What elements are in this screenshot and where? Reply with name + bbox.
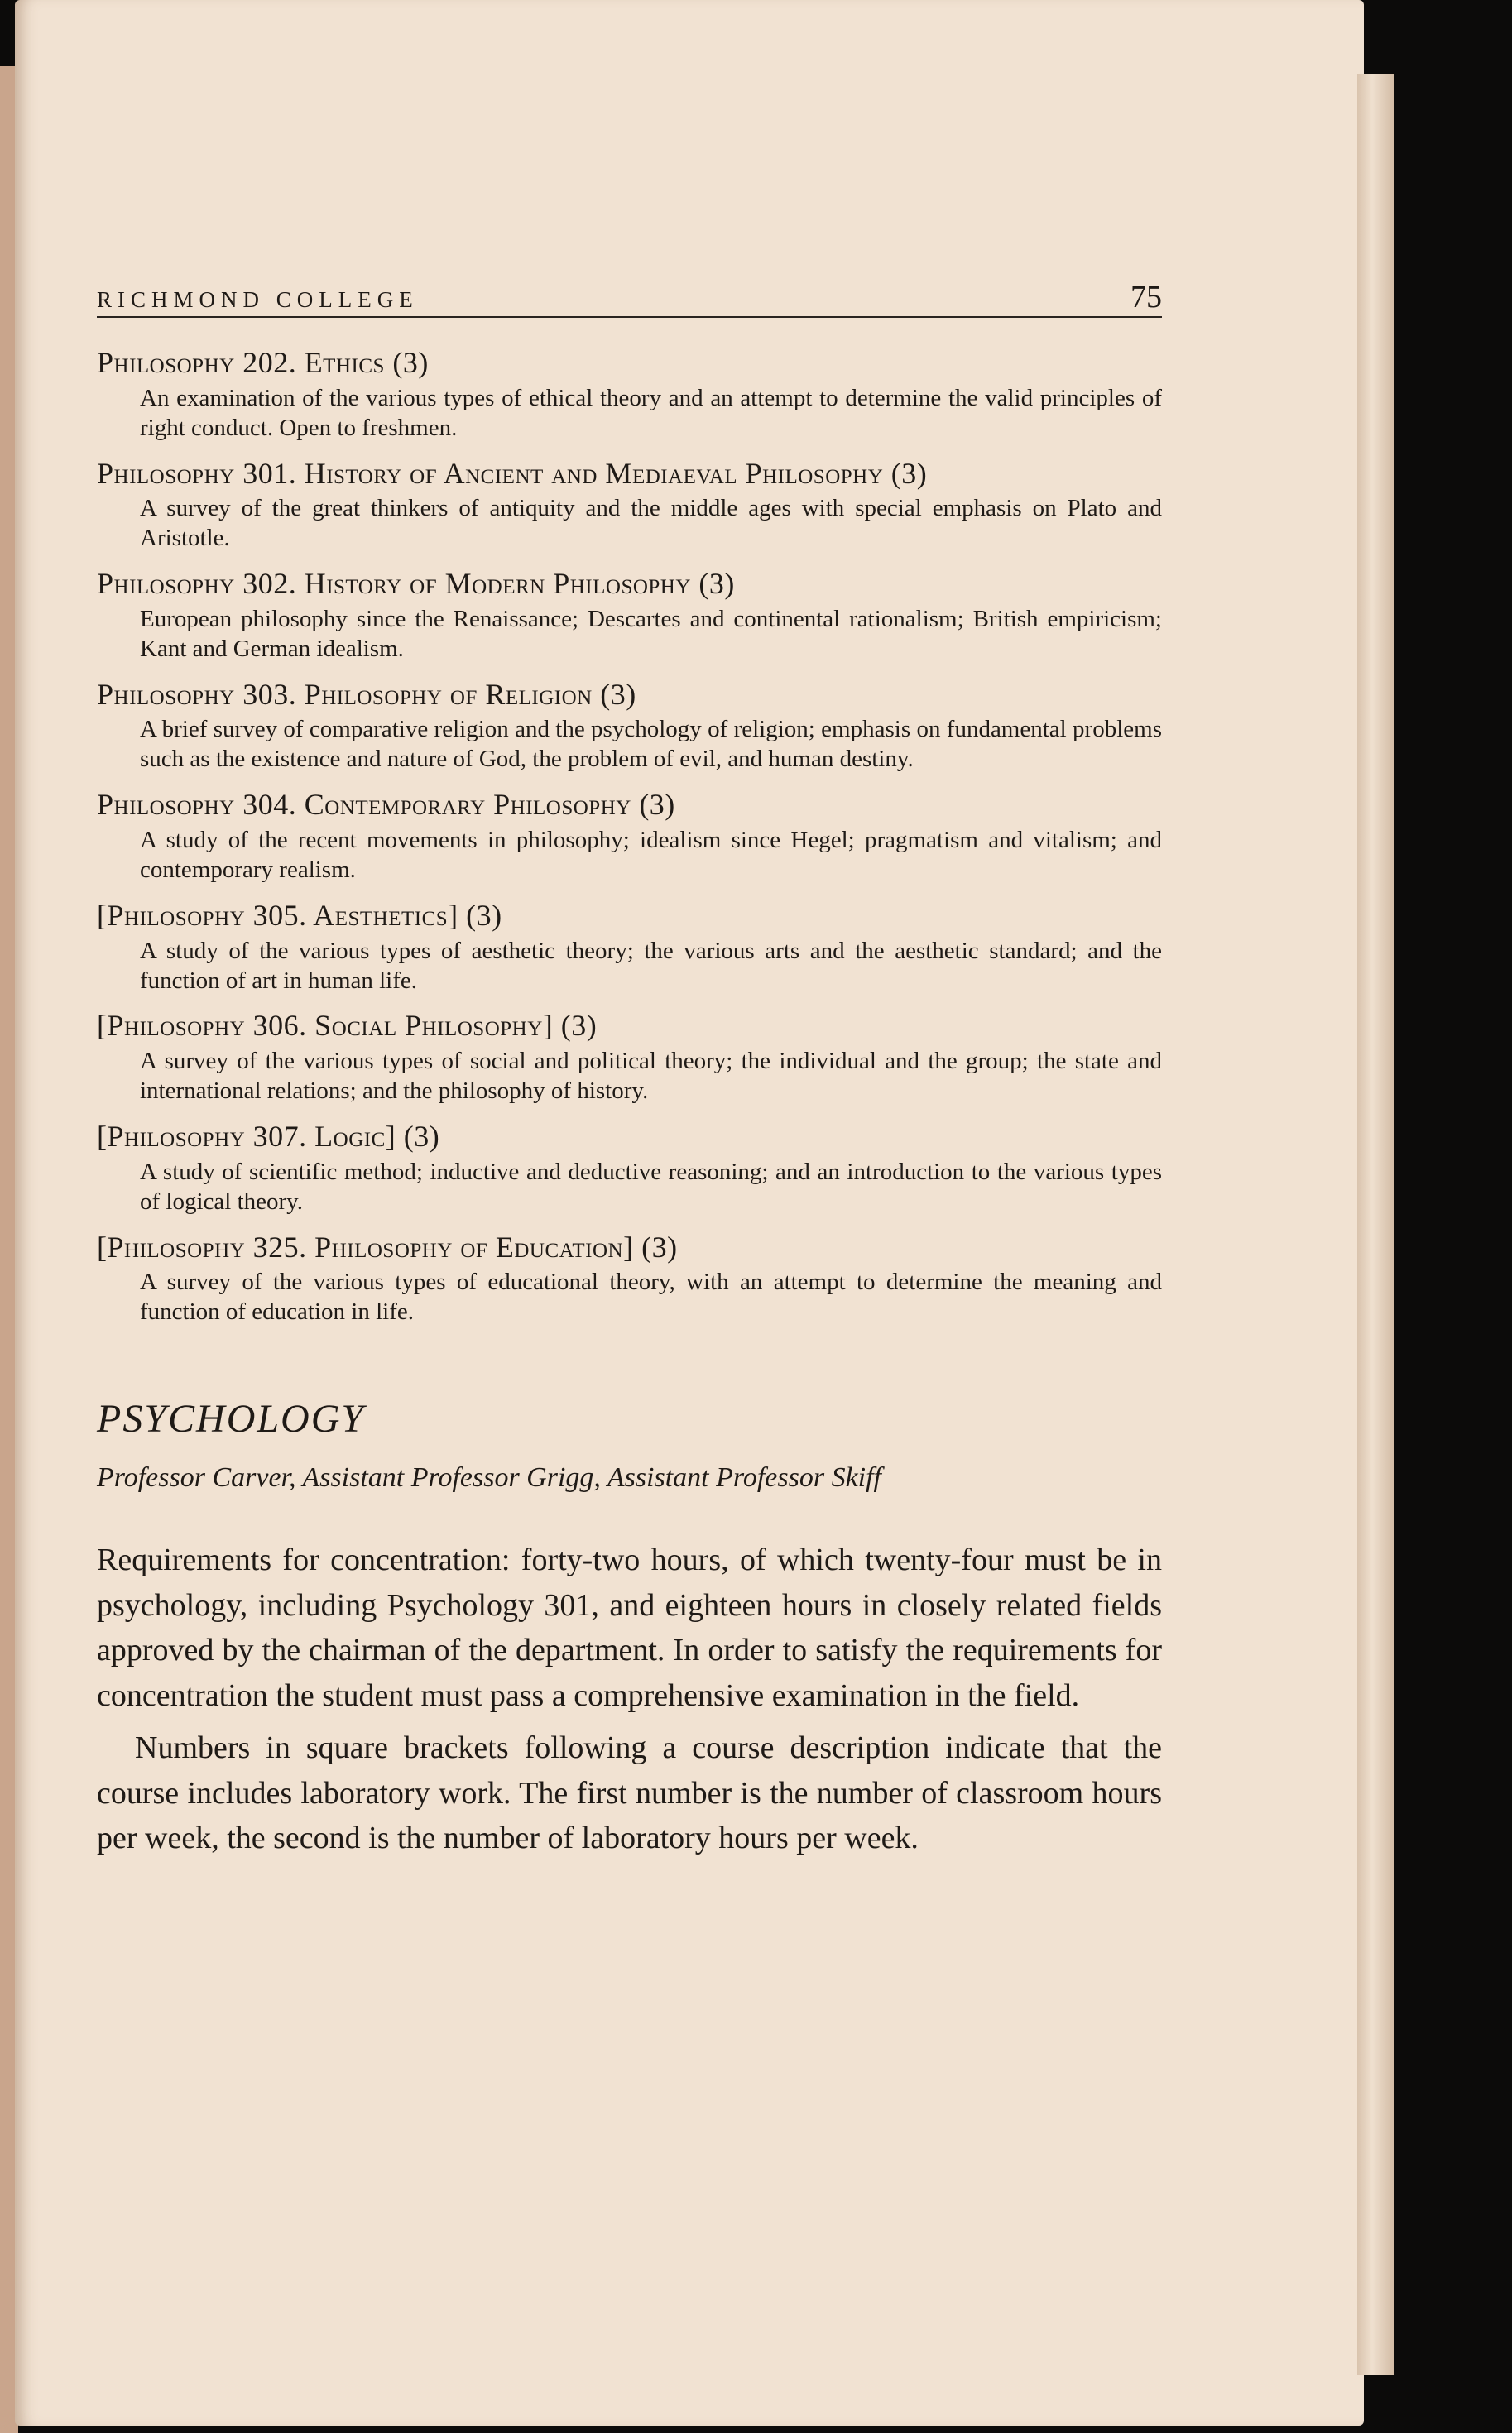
- body-paragraph: Requirements for concentration: forty-two hours, of which twenty-four must be in psychology, including Psychology 301, and eighteen hours in closely related fields approved by the chairman of the department. In order to satisfy the requirements for concentration the student must pass a comprehensive examination in the field.: [97, 1542, 1162, 1714]
- course-heading: [Philosophy 307. Logic] (3): [97, 1120, 440, 1154]
- course-heading: Philosophy 202. Ethics (3): [97, 346, 429, 379]
- course-entry: [97, 1005, 1162, 1106]
- course-entry: [97, 1227, 1162, 1328]
- page-content: [97, 281, 1162, 1861]
- course-heading: [Philosophy 305. Aesthetics] (3): [97, 898, 502, 932]
- course-entry: [97, 785, 1162, 885]
- course-entry: [97, 895, 1162, 996]
- course-entry: [97, 674, 1162, 775]
- course-description: European philosophy since the Renaissance; Descartes and continental rationalism; British empiricism; Kant and German idealism.: [140, 605, 1162, 662]
- running-title: RICHMOND COLLEGE: [97, 287, 419, 312]
- course-entry: [97, 564, 1162, 665]
- course-heading: [Philosophy 306. Social Philosophy] (3): [97, 1009, 598, 1043]
- course-description: A survey of the various types of educational theory, with an attempt to determine the meaning and function of education in life.: [140, 1269, 1162, 1326]
- course-heading: [Philosophy 325. Philosophy of Education] (3): [97, 1230, 678, 1264]
- course-description: A study of scientific method; inductive and deductive reasoning; and an introduction to the various types of logical theory.: [140, 1158, 1162, 1215]
- page-number: 75: [1130, 280, 1162, 314]
- course-entry: [97, 343, 1162, 444]
- course-description: A study of the recent movements in philosophy; idealism since Hegel; pragmatism and vitalism; and contemporary realism.: [140, 826, 1162, 883]
- course-list: [97, 343, 1162, 1327]
- course-heading: Philosophy 304. Contemporary Philosophy (3): [97, 788, 675, 822]
- course-description: A study of the various types of aesthetic theory; the various arts and the aesthetic standard; and the function of art in human life.: [140, 937, 1162, 994]
- faculty-line: Professor Carver, Assistant Professor Grigg, Assistant Professor Skiff: [97, 1461, 881, 1493]
- course-heading: Philosophy 301. History of Ancient and Mediaeval Philosophy (3): [97, 456, 928, 490]
- course-description: A brief survey of comparative religion and the psychology of religion; emphasis on fundamental problems such as the existence and nature of God, the problem of evil, and human destiny.: [140, 716, 1162, 773]
- course-description: A survey of the great thinkers of antiquity and the middle ages with special emphasis on Plato and Aristotle.: [140, 495, 1162, 552]
- course-heading: Philosophy 303. Philosophy of Religion (3): [97, 677, 636, 711]
- course-heading: Philosophy 302. History of Modern Philosophy (3): [97, 567, 735, 601]
- course-entry: [97, 1116, 1162, 1217]
- section-title: PSYCHOLOGY: [97, 1397, 366, 1442]
- course-entry: [97, 453, 1162, 554]
- course-description: An examination of the various types of ethical theory and an attempt to determine the valid principles of right conduct. Open to freshmen.: [140, 384, 1162, 441]
- page-edge: [1357, 74, 1394, 2375]
- course-description: A survey of the various types of social and political theory; the individual and the group; the state and international relations; and the philosophy of history.: [140, 1048, 1162, 1105]
- running-header: [97, 281, 1162, 318]
- body-paragraph: Numbers in square brackets following a course description indicate that the course includes laboratory work. The first number is the number of classroom hours per week, the second is the number of laboratory hours per week.: [97, 1730, 1162, 1856]
